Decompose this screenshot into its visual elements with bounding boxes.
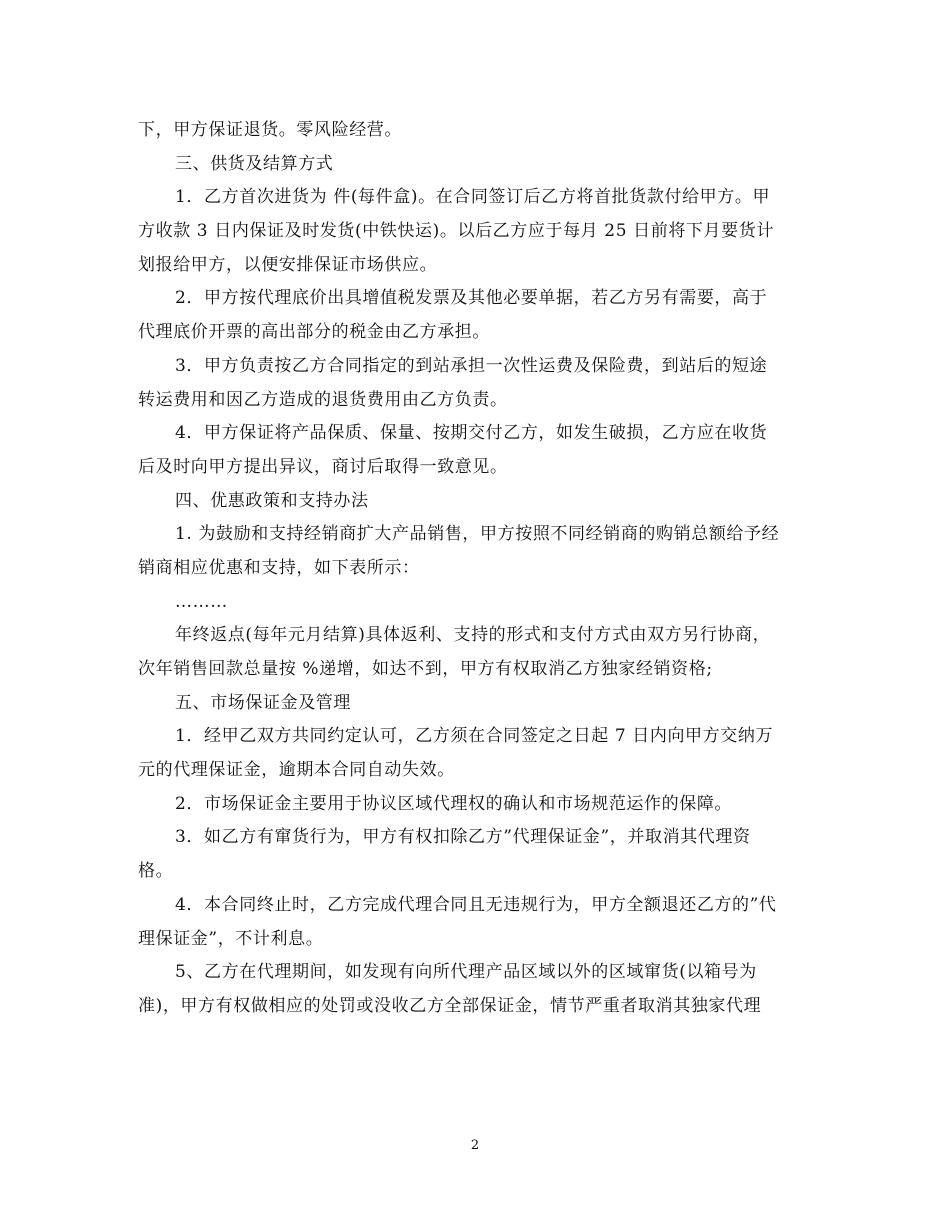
text-line: 销商相应优惠和支持，如下表所示： — [138, 557, 420, 578]
text-line: 四、优惠政策和支持办法 — [175, 490, 369, 511]
text-line: 划报给甲方，以便安排保证市场供应。 — [138, 254, 438, 275]
text-line: 2．甲方按代理底价出具增值税发票及其他必要单据，若乙方另有需要，高于 — [175, 288, 768, 309]
text-line: 下，甲方保证退货。零风险经营。 — [138, 120, 402, 140]
document-body — [138, 114, 818, 1024]
text-line: 1. 为鼓励和支持经销商扩大产品销售，甲方按照不同经销商的购销总额给予经 — [175, 524, 780, 545]
text-line: 后及时向甲方提出异议，商讨后取得一致意见。 — [138, 456, 508, 477]
text-line: 理保证金”，不计利息。 — [138, 928, 324, 949]
page-number: 2 — [470, 1138, 480, 1153]
text-line: 代理底价开票的高出部分的税金由乙方承担。 — [138, 322, 490, 343]
text-line: 3．甲方负责按乙方合同指定的到站承担一次性运费及保险费，到站后的短途 — [175, 355, 768, 376]
text-line: 次年销售回款总量按 %递增，如达不到，甲方有权取消乙方独家经销资格; — [138, 659, 713, 679]
text-line: 方收款 3 日内保证及时发货(中铁快运)。以后乙方应于每月 25 日前将下月要货计 — [138, 221, 774, 242]
text-line: ……… — [175, 591, 228, 612]
text-line: 元的代理保证金，逾期本合同自动失效。 — [138, 760, 455, 781]
text-line: 年终返点(每年元月结算)具体返利、支持的形式和支付方式由双方另行协商， — [175, 625, 771, 646]
text-line: 1．乙方首次进货为 件(每件盒)。在合同签订后乙方将首批货款付给甲方。甲 — [175, 187, 771, 208]
text-line: 5、乙方在代理期间，如发现有向所代理产品区域以外的区域窜货(以箱号为 — [175, 962, 757, 983]
text-line: 4．甲方保证将产品保质、保量、按期交付乙方，如发生破损，乙方应在收货 — [175, 423, 768, 444]
text-line: 2．市场保证金主要用于协议区域代理权的确认和市场规范运作的保障。 — [175, 793, 733, 814]
text-line: 三、供货及结算方式 — [175, 153, 334, 174]
text-line: 1．经甲乙双方共同约定认可，乙方须在合同签定之日起 7 日内向甲方交纳万 — [175, 726, 774, 747]
text-line: 准)，甲方有权做相应的处罚或没收乙方全部保证金，情节严重者取消其独家代理 — [138, 995, 762, 1016]
text-line: 格。 — [138, 861, 174, 882]
text-line: 转运费用和因乙方造成的退货费用由乙方负责。 — [138, 389, 508, 410]
text-line: 五、市场保证金及管理 — [175, 692, 351, 713]
text-line: 3．如乙方有窜货行为，甲方有权扣除乙方”代理保证金”，并取消其代理资 — [175, 827, 751, 848]
text-line: 4．本合同终止时，乙方完成代理合同且无违规行为，甲方全额退还乙方的”代 — [175, 894, 777, 915]
